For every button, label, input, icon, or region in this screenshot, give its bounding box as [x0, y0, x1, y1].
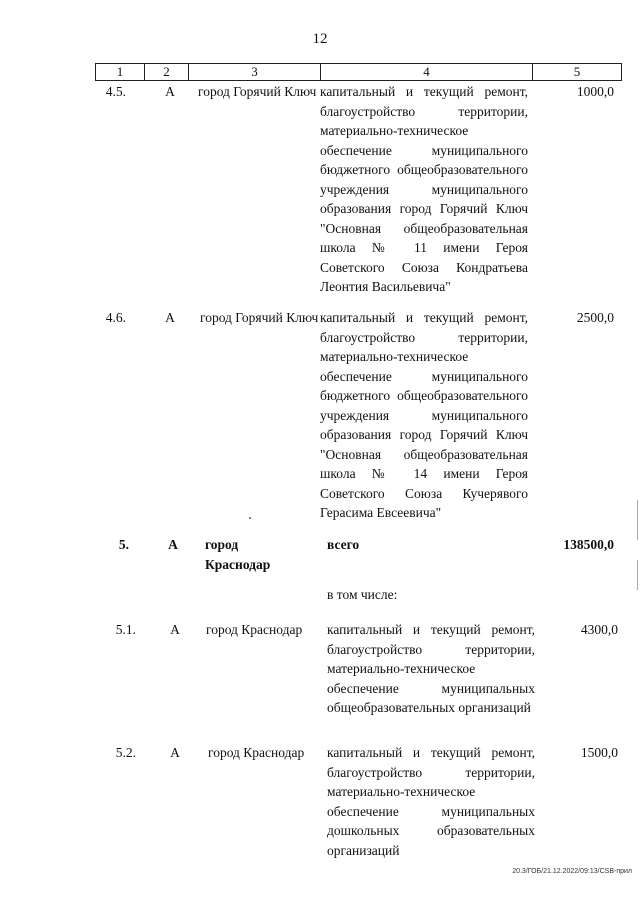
margin-mark [637, 500, 638, 540]
row-letter: А [170, 622, 180, 637]
row-number: 5.1. [115, 622, 136, 637]
row-amount: 2500,0 [576, 310, 614, 325]
row-number: 5.2. [115, 745, 136, 760]
header-col-5: 5 [573, 64, 581, 79]
row-number: 5. [118, 537, 129, 552]
document-footer-id: 20.3/ГОБ/21.12.2022/09:13/CSB-прил [512, 868, 632, 875]
row-number: 4.6. [105, 310, 126, 325]
scan-speck [249, 517, 251, 519]
row-municipality: город Горячий Ключ [198, 84, 317, 99]
header-col-3: 3 [189, 64, 321, 80]
row-municipality: город Горячий Ключ [200, 310, 319, 325]
row-letter: А [165, 310, 175, 325]
row-description: капитальный и текущий ремонт, благоустройство территории, материально-техническое обеспечение муниципальных дошкольных образовательных организаций [327, 745, 535, 858]
row-amount: 138500,0 [563, 537, 614, 552]
row-letter: А [165, 84, 175, 99]
row-description: всего [327, 537, 360, 552]
row-municipality: город Краснодар [206, 622, 303, 637]
row-amount: 1000,0 [576, 84, 614, 99]
row-municipality: город Краснодар [208, 745, 305, 760]
header-col-2: 2 [145, 64, 189, 80]
margin-mark [637, 560, 638, 590]
page-number: 12 [312, 31, 328, 47]
table-header [95, 63, 622, 81]
row-description: капитальный и текущий ремонт, благоустройство территории, материально-техническое обеспечение муниципального бюджетного общеобразовательного учреждения муниципального образования город Горячий Ключ "Основная общеобразовательная школа № 14 имени Героя Советского Союза Кучерявого Герасима Евсеевича" [320, 310, 528, 520]
row-amount: 1500,0 [580, 745, 618, 760]
row-municipality: город Краснодар [205, 537, 271, 572]
row-number: 4.5. [105, 84, 126, 99]
row-letter: А [170, 745, 180, 760]
row-amount: 4300,0 [580, 622, 618, 637]
row-description: капитальный и текущий ремонт, благоустройство территории, материально-техническое обеспечение муниципального бюджетного общеобразовательного учреждения муниципального образования город Горячий Ключ "Основная общеобразовательная школа № 11 имени Героя Советского Союза Кондратьева Леонтия Васильевича" [320, 84, 528, 294]
subheading: в том числе: [327, 587, 398, 602]
row-letter: А [168, 537, 178, 552]
header-col-1: 1 [96, 64, 145, 80]
header-col-4: 4 [321, 64, 533, 80]
row-description: капитальный и текущий ремонт, благоустройство территории, материально-техническое обеспечение муниципальных общеобразовательных организаций [327, 622, 535, 715]
